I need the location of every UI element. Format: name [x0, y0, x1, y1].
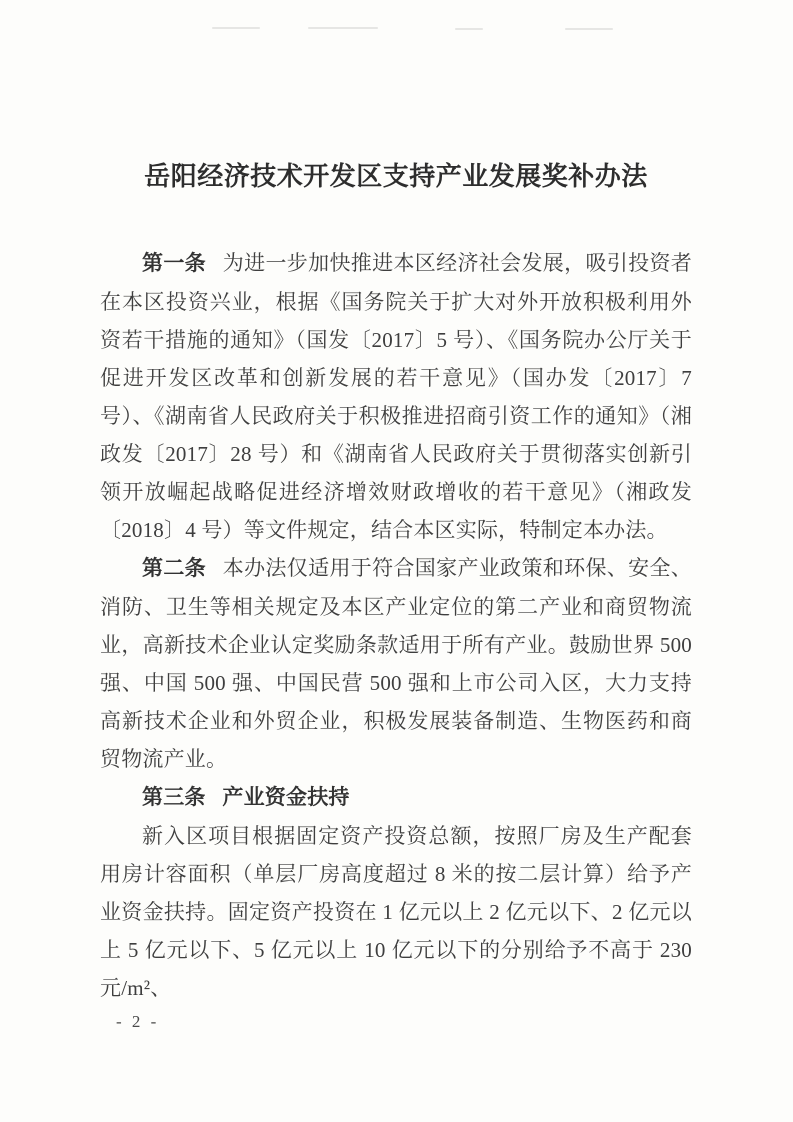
article-3-heading-text: 产业资金扶持: [222, 786, 350, 809]
article-2-text: 本办法仅适用于符合国家产业政策和环保、安全、消防、卫生等相关规定及本区产业定位的第二产业和商贸物流业，高新技术企业认定奖励条款适用于所有产业。鼓励世界 500 强、中国 500 强、中国民营 500 强和上市公司入区，大力支持高新技术企业和外贸企业，积极发展装备制造、生物医药和商贸物流产业。: [100, 556, 692, 771]
scan-artifact: [308, 27, 378, 29]
scan-artifact: [212, 27, 260, 29]
article-1-paragraph: [100, 244, 692, 549]
article-3-label: 第三条: [142, 786, 206, 809]
article-3-heading: [100, 778, 692, 817]
document-title: 岳阳经济技术开发区支持产业发展奖补办法: [144, 162, 648, 191]
scan-artifact: [455, 28, 483, 30]
article-3-body-text: 新入区项目根据固定资产投资总额，按照厂房及生产配套用房计容面积（单层厂房高度超过 8 米的按二层计算）给予产业资金扶持。固定资产投资在 1 亿元以上 2 亿元以下、2 亿元以上 5 亿元以下、5 亿元以上 10 亿元以下的分别给予不高于 230 元/m²、: [100, 824, 692, 1000]
article-3-body-paragraph: [100, 817, 692, 1007]
article-2-label: 第二条: [142, 557, 206, 580]
page-number: - 2 -: [116, 1012, 160, 1031]
article-1-label: 第一条: [142, 252, 206, 275]
article-2-paragraph: [100, 549, 692, 778]
article-1-text: 为进一步加快推进本区经济社会发展，吸引投资者在本区投资兴业，根据《国务院关于扩大对外开放积极利用外资若干措施的通知》（国发〔2017〕5 号）、《国务院办公厅关于促进开发区改革和创新发展的若干意见》（国办发〔2017〕7 号）、《湖南省人民政府关于积极推进招商引资工作的通知》（湘政发〔2017〕28 号）和《湖南省人民政府关于贯彻落实创新引领开放崛起战略促进经济增效财政增收的若干意见》（湘政发〔2018〕4 号）等文件规定，结合本区实际，特制定本办法。: [100, 251, 692, 542]
scan-artifact: [565, 28, 613, 30]
